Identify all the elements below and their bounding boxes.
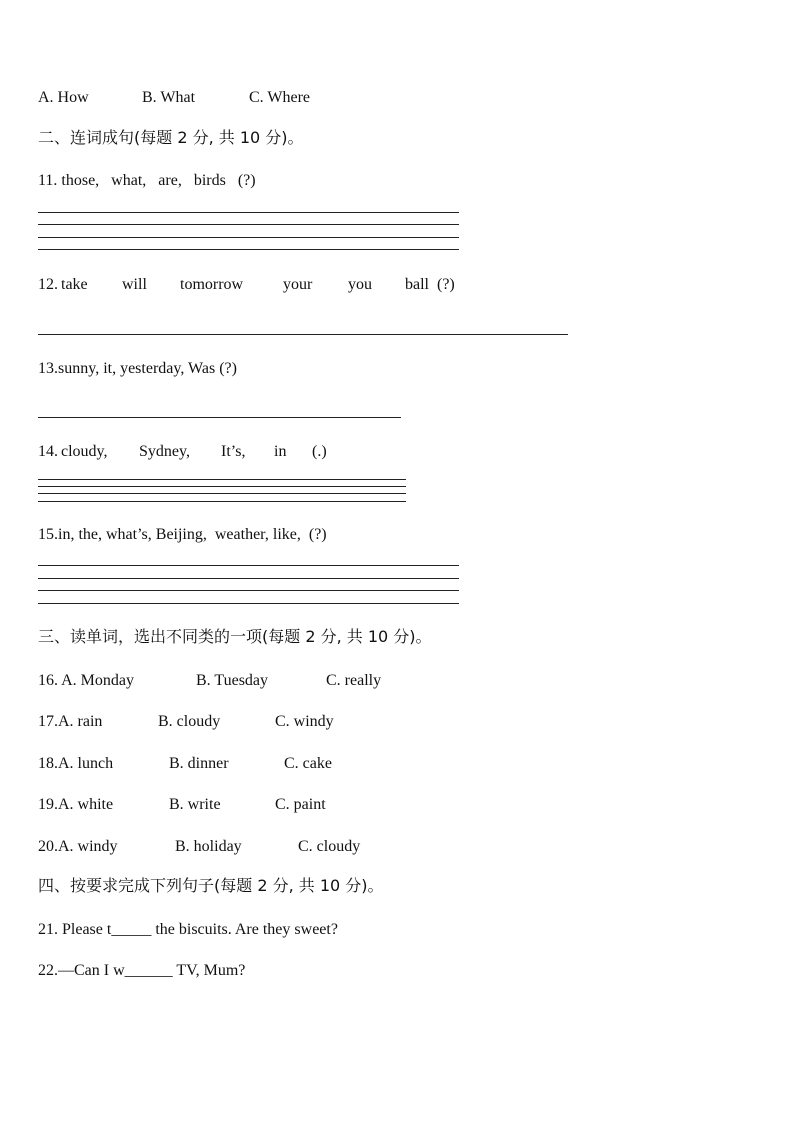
question-21: 21. Please t_____ the biscuits. Are they sweet? [38,921,338,938]
question-18-b: B. dinner [169,755,229,772]
answer-line [38,237,459,238]
question-19-c: C. paint [275,796,326,813]
question-12-number: 12. [38,276,58,293]
question-16-a: 16. A. Monday [38,672,134,689]
section-3-heading: 三、读单词，选出不同类的一项(每题 2 分, 共 10 分)。 [38,627,432,646]
answer-line [38,565,459,566]
question-16-b: B. Tuesday [196,672,269,689]
question-12-word: your [283,276,313,293]
question-17-c: C. windy [275,713,334,730]
question-17-a: 17.A. rain [38,713,103,730]
question-12-word: tomorrow [180,276,244,293]
section-4-heading: 四、按要求完成下列句子(每题 2 分, 共 10 分)。 [38,876,384,895]
option-a: A. How [38,89,89,106]
option-c: C. Where [249,89,311,106]
answer-line [38,590,459,591]
question-12-word: will [122,276,147,293]
answer-line [38,224,459,225]
answer-line [38,501,406,502]
question-14-word: (.) [312,443,327,460]
question-16-c: C. really [326,672,382,689]
question-11: 11. those, what, are, birds (?) [38,172,256,189]
option-b: B. What [142,89,196,106]
answer-line [38,578,459,579]
question-15: 15.in, the, what’s, Beijing, weather, like, (?) [38,526,327,543]
question-18-a: 18.A. lunch [38,755,114,772]
question-14-word: in [274,443,287,460]
answer-line [38,249,459,250]
question-14-word: Sydney, [139,443,190,460]
question-19-b: B. write [169,796,221,813]
answer-line [38,479,406,480]
question-14-number: 14. [38,443,58,460]
question-12-word: take [61,276,88,293]
question-20-c: C. cloudy [298,838,361,855]
question-20-a: 20.A. windy [38,838,118,855]
answer-line [38,603,459,604]
question-17-b: B. cloudy [158,713,221,730]
question-14-word: cloudy, [61,443,108,460]
question-22: 22.—Can I w______ TV, Mum? [38,962,246,979]
answer-line [38,486,406,487]
answer-line [38,334,568,335]
answer-line [38,493,406,494]
answer-line [38,417,401,418]
answer-line [38,212,459,213]
question-19-a: 19.A. white [38,796,114,813]
section-2-heading: 二、连词成句(每题 2 分, 共 10 分)。 [38,128,304,147]
question-20-b: B. holiday [175,838,242,855]
question-12-word: you [348,276,372,293]
question-13: 13.sunny, it, yesterday, Was (?) [38,360,237,377]
question-18-c: C. cake [284,755,332,772]
question-14-word: It’s, [221,443,246,460]
question-12-word: ball (?) [405,276,455,293]
